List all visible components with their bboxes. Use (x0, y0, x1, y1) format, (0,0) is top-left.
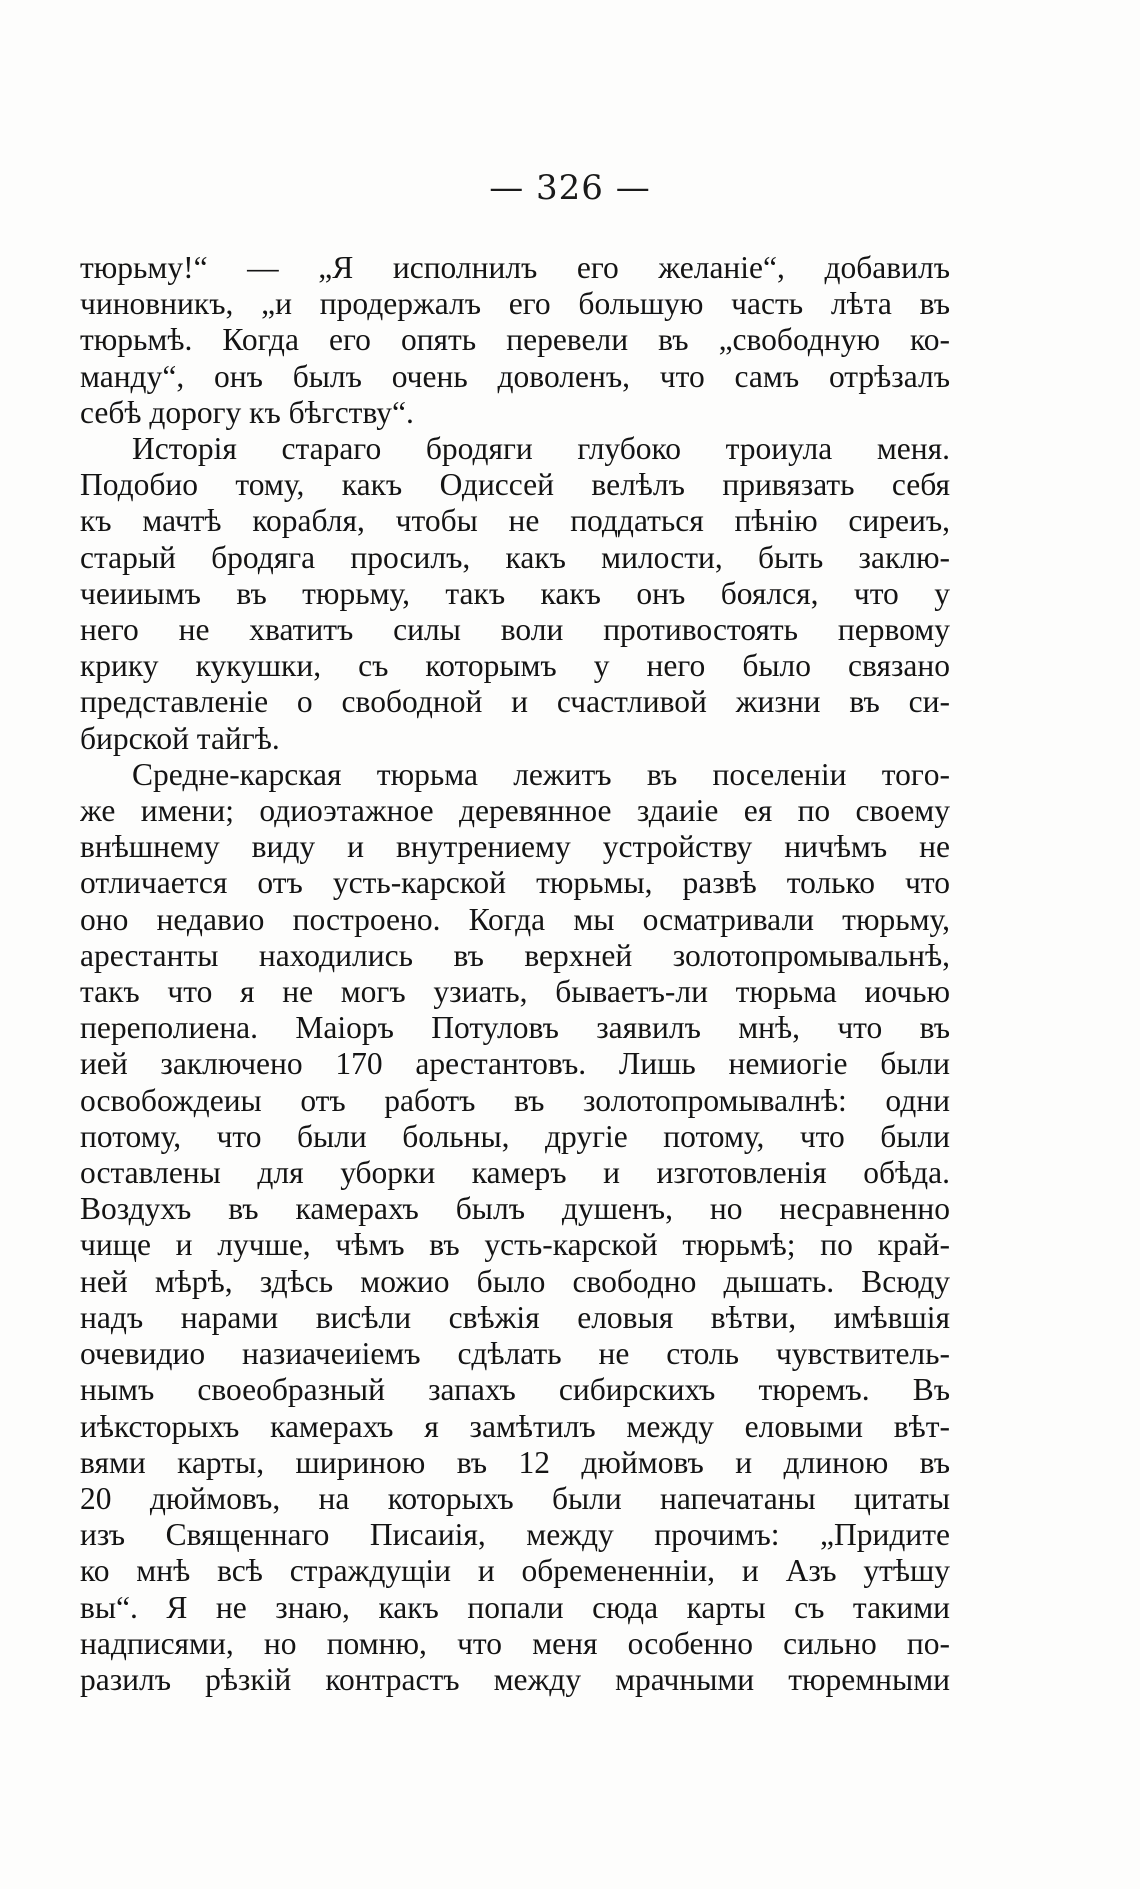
text-line: 20 дюймовъ, на которыхъ были напечатаны цитаты (80, 1480, 950, 1516)
text-line: Исторія стараго бродяги глубоко троиула меня. (132, 431, 950, 467)
text-line: такъ что я не могъ узиать, бываетъ-ли тюрьма иочью (80, 974, 950, 1010)
text-line: изъ Священнаго Писаиія, между прочимъ: „Придите (80, 1517, 950, 1553)
text-line: освобождеиы отъ работъ въ золотопромывалнѣ: одни (80, 1082, 950, 1118)
text-line: Воздухъ въ камерахъ былъ душенъ, но несравненно (80, 1191, 950, 1227)
paragraph (80, 431, 950, 757)
text-line: нымъ своеобразный запахъ сибирскихъ тюремъ. Въ (80, 1372, 950, 1408)
text-line: же имени; одиоэтажное деревянное здаиіе ея по своему (80, 793, 950, 829)
text-line: оставлены для уборки камеръ и изготовленія обѣда. (80, 1155, 950, 1191)
body-text (80, 250, 950, 1698)
text-line: бирской тайгѣ. (80, 720, 280, 756)
text-line: него не хватитъ силы воли противостоять первому (80, 612, 950, 648)
paragraph (80, 757, 950, 1698)
text-line: чеииымъ въ тюрьму, такъ какъ онъ боялся, что у (80, 575, 950, 611)
text-line: манду“, онъ былъ очень доволенъ, что самъ отрѣзалъ (80, 358, 950, 394)
text-line: арестанты находились въ верхней золотопромывальнѣ, (80, 937, 950, 973)
text-line: представленіе о свободной и счастливой жизни въ си- (80, 684, 950, 720)
text-line: надъ нарами висѣли свѣжія еловыя вѣтви, имѣвшія (80, 1299, 950, 1335)
text-line: ко мнѣ всѣ страждущіи и обремененніи, и Азъ утѣшу (80, 1553, 950, 1589)
text-line: внѣшнему виду и внутрениему устройству ничѣмъ не (80, 829, 950, 865)
text-line: вы“. Я не знаю, какъ попали сюда карты съ такими (80, 1589, 950, 1625)
text-line: оно недавио построено. Когда мы осматривали тюрьму, (80, 901, 950, 937)
text-line: тюрьму!“ — „Я исполнилъ его желаніе“, добавилъ (80, 250, 950, 285)
text-line: надписями, но помню, что меня особенно сильно по- (80, 1625, 950, 1661)
text-line: къ мачтѣ корабля, чтобы не поддаться пѣнію сиреиъ, (80, 503, 950, 539)
text-line: ней мѣрѣ, здѣсь можио было свободно дышать. Всюду (80, 1263, 950, 1299)
text-line: разилъ рѣзкій контрастъ между мрачными тюремными (80, 1661, 950, 1697)
text-line: крику кукушки, съ которымъ у него было связано (80, 648, 950, 684)
text-line: Средне-карская тюрьма лежитъ въ поселеніи тогo- (132, 756, 950, 792)
text-line: вями карты, шириною въ 12 дюймовъ и длиною въ (80, 1444, 950, 1480)
text-line: переполиена. Маіоръ Потуловъ заявилъ мнѣ, что въ (80, 1010, 950, 1046)
text-line: очевидио назиачеиіемъ сдѣлать не столь чувствитель- (80, 1336, 950, 1372)
paragraph (80, 250, 950, 431)
text-line: отличается отъ усть-карской тюрьмы, развѣ только что (80, 865, 950, 901)
text-line: потому, что были больны, другіе потому, что были (80, 1118, 950, 1154)
text-line: Подобио тому, какъ Одиссей велѣлъ привязать себя (80, 467, 950, 503)
text-line: чище и лучше, чѣмъ въ усть-карской тюрьмѣ; по край- (80, 1227, 950, 1263)
text-line: тюрьмѣ. Когда его опять перевели въ „свободную ко- (80, 322, 950, 358)
text-line: ией заключено 170 арестантовъ. Лишь немиогіе были (80, 1046, 950, 1082)
page-number: — 326 — (489, 168, 651, 208)
text-line: старый бродяга просилъ, какъ милости, быть заклю- (80, 539, 950, 575)
text-line: чиновникъ, „и продержалъ его большую часть лѣта въ (80, 286, 950, 322)
text-line: себѣ дорогу къ бѣгству“. (80, 394, 414, 430)
text-line: иѣксторыхъ камерахъ я замѣтилъ между еловыми вѣт- (80, 1408, 950, 1444)
